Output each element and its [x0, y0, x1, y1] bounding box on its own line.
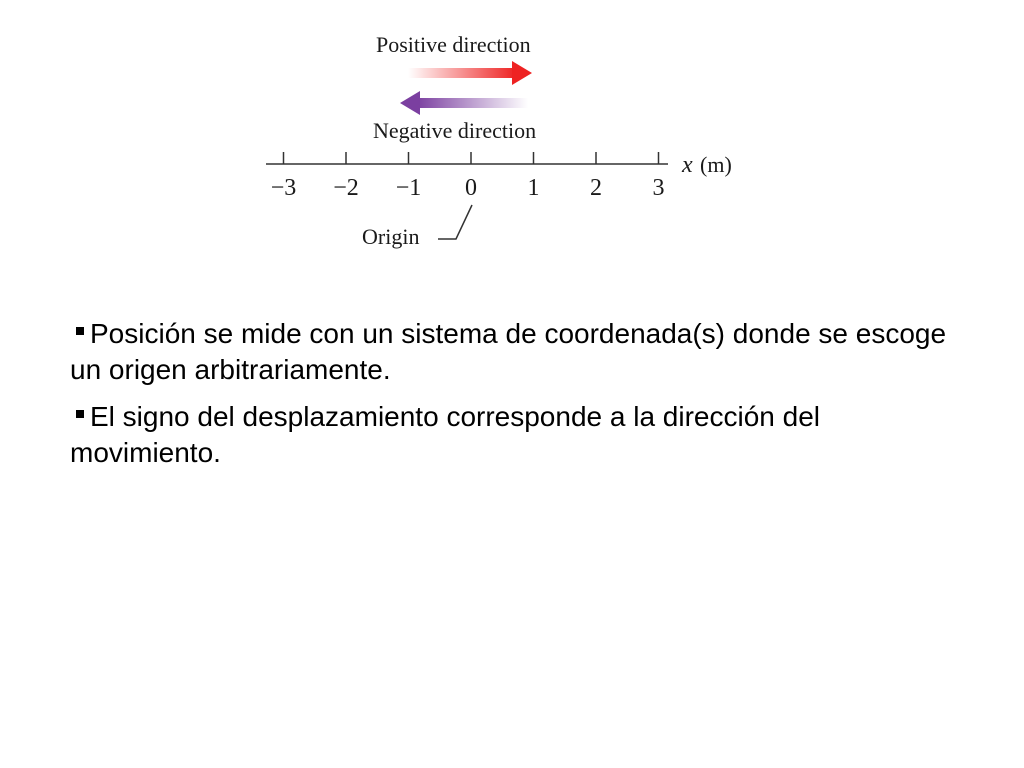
tick-label: −3: [270, 175, 297, 201]
bullet-text: El signo del desplazamiento corresponde a la dirección del movimiento.: [70, 401, 820, 468]
tick-label: 3: [652, 175, 665, 201]
axis-unit-label: (m): [700, 152, 732, 177]
axis-ticks: [271, 152, 665, 201]
negative-direction-label: Negative direction: [373, 118, 537, 143]
tick-label: −2: [333, 175, 359, 201]
bullet-text: Posición se mide con un sistema de coordenada(s) donde se escoge un origen arbitrariamente.: [70, 318, 947, 385]
bullet-item: [70, 316, 970, 388]
positive-direction-arrow: [408, 61, 532, 85]
tick-label: −1: [395, 175, 422, 201]
bullet-item: [70, 399, 970, 471]
axis-variable-label: x: [682, 152, 693, 178]
positive-direction-label: Positive direction: [376, 32, 531, 57]
tick-label: 0: [465, 175, 477, 201]
bullet-list: [70, 316, 970, 482]
origin-label: Origin: [362, 224, 420, 249]
negative-direction-arrow: [400, 91, 528, 115]
square-bullet-icon: [76, 410, 84, 418]
number-line-diagram: [0, 0, 1024, 280]
tick-label: 2: [590, 175, 602, 201]
origin-pointer-line: [438, 205, 472, 239]
tick-label: 1: [527, 175, 540, 201]
square-bullet-icon: [76, 327, 84, 335]
